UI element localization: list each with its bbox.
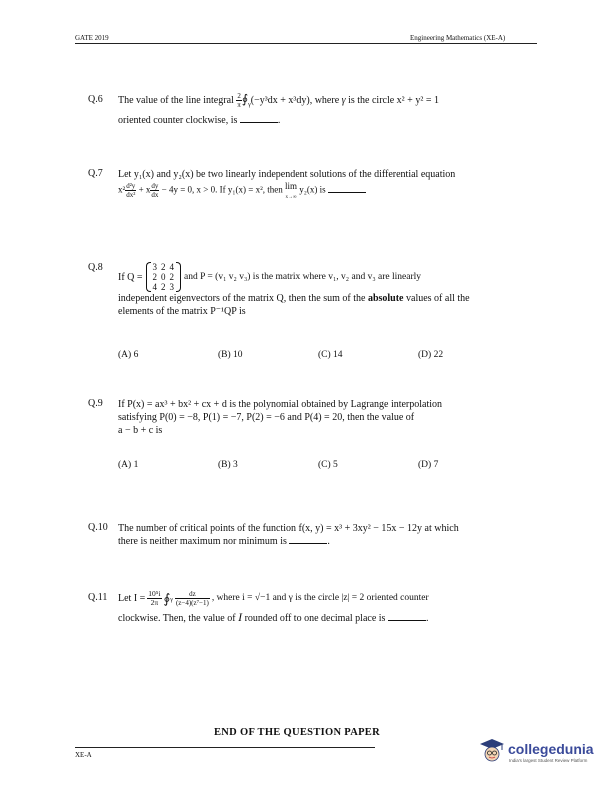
q10-answer-blank xyxy=(289,535,327,544)
q9-text: If P(x) = ax³ + bx² + cx + d is the polynomial obtained by Lagrange interpolation satisfying P(0) = −8, P(1) = −7, P(2) = −6 and P(4) = 20, then the value of a − b + c is xyxy=(118,399,443,436)
q6-fraction: $\frac{2}{\pi}$ xyxy=(237,92,241,109)
footer-left: XE-A xyxy=(75,751,92,759)
q8-option-c: (C) 14 xyxy=(318,350,343,360)
q8-option-b: (B) 10 xyxy=(218,350,243,360)
q8-text: If Q = 3 2 4 2 0 2 4 2 3 and P = (v₁ v₂ v₃) is the matrix where v₁, v₂ and v₃ are linearly independent eigenvectors of the matrix Q, then the sum of the absolute values of all the elements of the matrix P⁻¹QP is xyxy=(118,262,470,317)
header-rule xyxy=(75,43,537,44)
contour-integral-icon: ∮ xyxy=(163,591,171,606)
logo-tagline: India's largest Student Review Platform xyxy=(509,758,588,763)
header-right: Engineering Mathematics (XE-A) xyxy=(410,34,506,42)
q7-number: Q.7 xyxy=(88,168,103,179)
q10-text: The number of critical points of the function f(x, y) = x³ + 3xy² − 15x − 12y at which there is neither maximum nor minimum is . xyxy=(118,523,459,547)
q8-matrix: 3 2 4 2 0 2 4 2 3 xyxy=(146,262,182,292)
q11-number: Q.11 xyxy=(88,592,108,603)
graduate-mascot-icon xyxy=(478,737,506,765)
header-left: GATE 2019 xyxy=(75,34,109,42)
q6-answer-blank xyxy=(240,114,278,123)
q6-number: Q.6 xyxy=(88,94,103,105)
q8-option-d: (D) 22 xyxy=(418,350,444,360)
footer-rule xyxy=(75,747,375,748)
collegedunia-logo xyxy=(478,735,598,775)
q9-number: Q.9 xyxy=(88,398,103,409)
q8-option-a: (A) 6 xyxy=(118,350,139,360)
q9-option-b: (B) 3 xyxy=(218,460,238,470)
q6-text: The value of the line integral $\frac{2}{\pi}$ $∮_\gamma(-y^3dx + x^3dy)$, where γ is the circle x² + y² = 1 oriented counter clockwise, is . xyxy=(118,91,439,126)
end-of-paper: END OF THE QUESTION PAPER xyxy=(214,727,380,738)
q11-text: Let I = $\frac{\text{10⁵i}}{2\pi}$ ∮ $_\gamma$ $\frac{dz}{\text{(z−4)(z⁷−1)}}$ , where i = √−1 and γ is the circle |z| = 2 oriented counter clockwise. Then, the value of I rounded off to one decimal place is . xyxy=(118,589,429,624)
q11-answer-blank xyxy=(388,612,426,621)
logo-wordmark: collegedunia xyxy=(508,741,594,757)
contour-integral-icon: ∮ xyxy=(241,91,249,106)
q10-number: Q.10 xyxy=(88,522,108,533)
q7-answer-blank xyxy=(328,184,366,193)
q7-text: Let y₁(x) and y₂(x) be two linearly independent solutions of the differential equation x² $\frac{\text{d²y}}{\text{dx²}}$ + x $\frac{dy}{dx}$ − 4y = 0, x > 0. If y₁(x) = x², then lim x→∞ y₂(x) is xyxy=(118,169,456,200)
q8-number: Q.8 xyxy=(88,262,103,273)
q9-option-c: (C) 5 xyxy=(318,460,338,470)
q9-option-d: (D) 7 xyxy=(418,460,439,470)
q9-option-a: (A) 1 xyxy=(118,460,139,470)
